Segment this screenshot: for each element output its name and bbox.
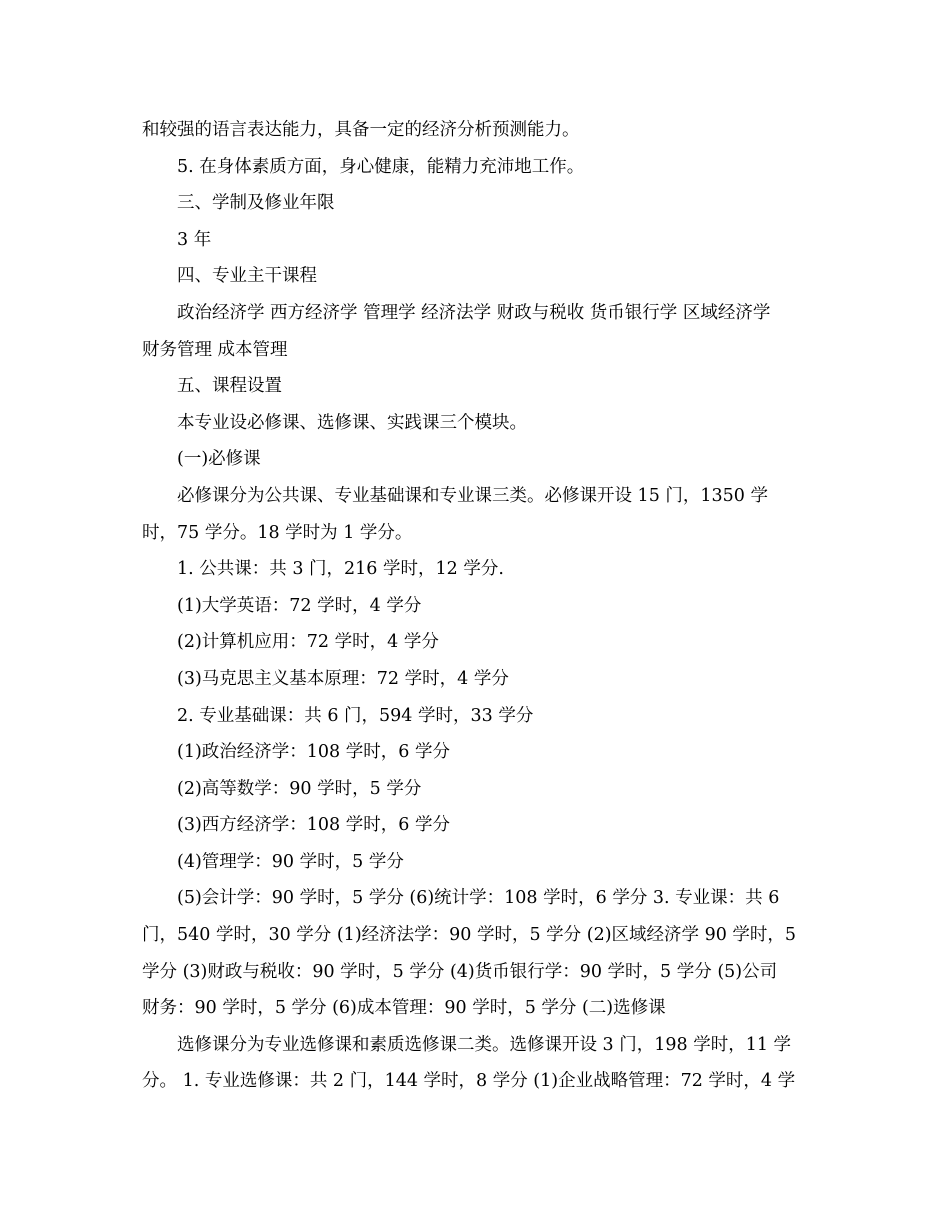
text-line: 3 年 [177, 229, 212, 250]
text-line: (1)政治经济学：108 学时，6 学分 [177, 742, 450, 763]
text-line: (4)管理学：90 学时，5 学分 [177, 851, 404, 872]
text-line: 本专业设必修课、选修课、实践课三个模块。 [177, 412, 527, 433]
text-line: 门，540 学时，30 学分 (1)经济法学：90 学时，5 学分 (2)区域经济学 90 学时，5 [142, 925, 797, 946]
text-line: 学分 (3)财政与税收：90 学时，5 学分 (4)货币银行学：90 学时，5 学分 (5)公司 [142, 961, 778, 982]
text-line: 五、课程设置 [177, 376, 282, 397]
text-line: 和较强的语言表达能力，具备一定的经济分析预测能力。 [142, 120, 580, 140]
text-line: 时，75 学分。18 学时为 1 学分。 [142, 522, 413, 543]
text-line: (一)必修课 [177, 449, 261, 470]
text-line: 选修课分为专业选修课和素质选修课二类。选修课开设 3 门，198 学时，11 学 [177, 1034, 792, 1055]
text-line: (1)大学英语：72 学时，4 学分 [177, 595, 422, 616]
text-line: 四、专业主干课程 [177, 266, 317, 287]
text-line: (2)高等数学：90 学时，5 学分 [177, 778, 422, 799]
text-line: 2. 专业基础课：共 6 门，594 学时，33 学分 [177, 705, 534, 726]
text-line: (5)会计学：90 学时，5 学分 (6)统计学：108 学时，6 学分 3. 专业课：共 6 [177, 888, 780, 909]
text-line: 财务：90 学时，5 学分 (6)成本管理：90 学时，5 学分 (二)选修课 [142, 998, 666, 1019]
text-line: (2)计算机应用：72 学时，4 学分 [177, 632, 439, 653]
document-body [142, 112, 808, 1100]
text-line: 1. 公共课：共 3 门，216 学时，12 学分. [177, 559, 504, 580]
text-line: 必修课分为公共课、专业基础课和专业课三类。必修课开设 15 门，1350 学 [177, 485, 768, 506]
text-line: 财务管理 成本管理 [142, 339, 288, 360]
text-line: 5. 在身体素质方面，身心健康，能精力充沛地工作。 [177, 156, 585, 177]
text-line: 三、学制及修业年限 [177, 193, 335, 214]
text-line: (3)马克思主义基本原理：72 学时，4 学分 [177, 668, 509, 689]
text-line: 政治经济学 西方经济学 管理学 经济法学 财政与税收 货币银行学 区域经济学 [177, 302, 771, 323]
text-line: 分。 1. 专业选修课：共 2 门，144 学时，8 学分 (1)企业战略管理：72 学时，4 学 [142, 1071, 796, 1092]
text-line: (3)西方经济学：108 学时，6 学分 [177, 815, 450, 836]
